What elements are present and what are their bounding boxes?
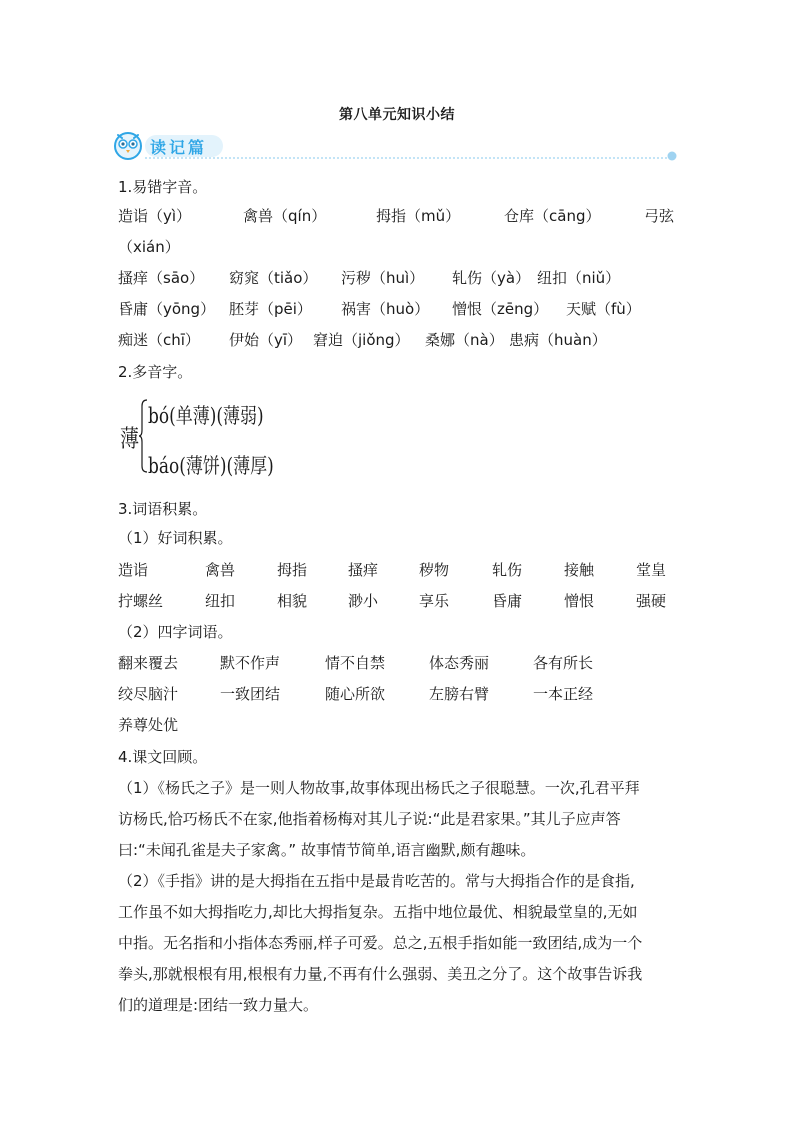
word-item: 搔痒 xyxy=(348,561,379,579)
banner-label: 读记篇 xyxy=(150,138,208,157)
word-item: 纽扣 xyxy=(205,592,236,610)
pron-item: 桑娜（nà） xyxy=(425,331,504,349)
pron-item: 天赋（fù） xyxy=(566,300,641,318)
pron-item: 患病（huàn） xyxy=(509,331,607,349)
word-item: 造诣 xyxy=(118,561,149,579)
paragraph-line: 工作虽不如大拇指吃力,却比大拇指复杂。五指中地位最优、相貌最堂皇的,无如 xyxy=(118,903,638,921)
section-4-heading: 4.课文回顾。 xyxy=(118,748,208,766)
pron-item: 禽兽（qín） xyxy=(243,207,327,225)
polyphone-char: 薄 xyxy=(120,425,140,453)
pron-item: 窈窕（tiǎo） xyxy=(229,269,318,287)
paragraph-line: 们的道理是:团结一致力量大。 xyxy=(118,996,319,1014)
pron-item: 昏庸（yōng） xyxy=(118,300,216,318)
pron-item: 拇指（mǔ） xyxy=(376,207,461,225)
word-item: 昏庸 xyxy=(492,592,523,610)
word-item: 堂皇 xyxy=(636,561,667,579)
word-item: 禽兽 xyxy=(205,561,236,579)
paragraph-line: 中指。无名指和小指体态秀丽,样子可爱。总之,五根手指如能一致团结,成为一个 xyxy=(118,934,643,952)
pron-item: 窘迫（jiǒng） xyxy=(313,331,410,349)
pron-item: 纽扣（niǔ） xyxy=(537,269,621,287)
word-item: 轧伤 xyxy=(492,561,523,579)
section-1-heading: 1.易错字音。 xyxy=(118,178,208,196)
idiom-item: 养尊处优 xyxy=(118,716,179,734)
pron-item: 胚芽（pēi） xyxy=(229,300,312,318)
paragraph-line: 访杨氏,恰巧杨氏不在家,他指着杨梅对其儿子说:“此是君家果。”其儿子应声答 xyxy=(118,810,621,828)
pron-item: 轧伤（yà） xyxy=(452,269,531,287)
pron-item: 造诣（yì） xyxy=(118,207,192,225)
paragraph-line: （2）《手指》讲的是大拇指在五指中是最肯吃苦的。常与大拇指合作的是食指, xyxy=(118,872,635,890)
word-item: 渺小 xyxy=(348,592,379,610)
idiom-item: 各有所长 xyxy=(533,654,594,672)
pron-item: 弓弦 xyxy=(644,207,675,225)
pron-item-continued: （xián） xyxy=(118,238,180,256)
idiom-item: 一本正经 xyxy=(533,685,594,703)
word-item: 相貌 xyxy=(277,592,308,610)
idiom-item: 默不作声 xyxy=(220,654,281,672)
pron-item: 伊始（yī） xyxy=(229,331,303,349)
subsection-good-words: （1）好词积累。 xyxy=(118,529,233,547)
word-item: 强硬 xyxy=(636,592,667,610)
pron-item: 搔痒（sāo） xyxy=(118,269,205,287)
section-3-heading: 3.词语积累。 xyxy=(118,500,208,518)
word-item: 接触 xyxy=(564,561,595,579)
idiom-item: 左膀右臂 xyxy=(429,685,490,703)
pron-item: 仓库（cāng） xyxy=(504,207,601,225)
paragraph-line: （1）《杨氏之子》是一则人物故事,故事体现出杨氏之子很聪慧。一次,孔君平拜 xyxy=(118,779,640,797)
word-item: 秽物 xyxy=(419,561,450,579)
idiom-item: 体态秀丽 xyxy=(429,654,490,672)
word-item: 享乐 xyxy=(419,592,450,610)
pron-item: 憎恨（zēng） xyxy=(452,300,549,318)
pron-item: 污秽（huì） xyxy=(341,269,425,287)
brace-icon xyxy=(138,398,148,474)
pron-item: 痴迷（chī） xyxy=(118,331,200,349)
section-2-heading: 2.多音字。 xyxy=(118,363,193,381)
page-title: 第八单元知识小结 xyxy=(339,107,455,123)
word-item: 拇指 xyxy=(277,561,308,579)
word-item: 憎恨 xyxy=(564,592,595,610)
pron-item: 祸害（huò） xyxy=(341,300,430,318)
idiom-item: 绞尽脑汁 xyxy=(118,685,179,703)
owl-mascot-icon xyxy=(115,133,141,159)
idiom-item: 翻来覆去 xyxy=(118,654,179,672)
idiom-item: 情不自禁 xyxy=(325,654,386,672)
paragraph-line: 曰:“未闻孔雀是夫子家禽。” 故事情节简单,语言幽默,颇有趣味。 xyxy=(118,841,536,859)
idiom-item: 一致团结 xyxy=(220,685,281,703)
polyphone-reading-1: bó(单薄)(薄弱) xyxy=(148,404,264,430)
polyphone-reading-2: báo(薄饼)(薄厚) xyxy=(148,454,274,480)
idiom-item: 随心所欲 xyxy=(325,685,386,703)
paragraph-line: 拳头,那就根根有用,根根有力量,不再有什么强弱、美丑之分了。这个故事告诉我 xyxy=(118,965,643,983)
subsection-idioms: （2）四字词语。 xyxy=(118,623,233,641)
word-item: 拧螺丝 xyxy=(118,592,164,610)
